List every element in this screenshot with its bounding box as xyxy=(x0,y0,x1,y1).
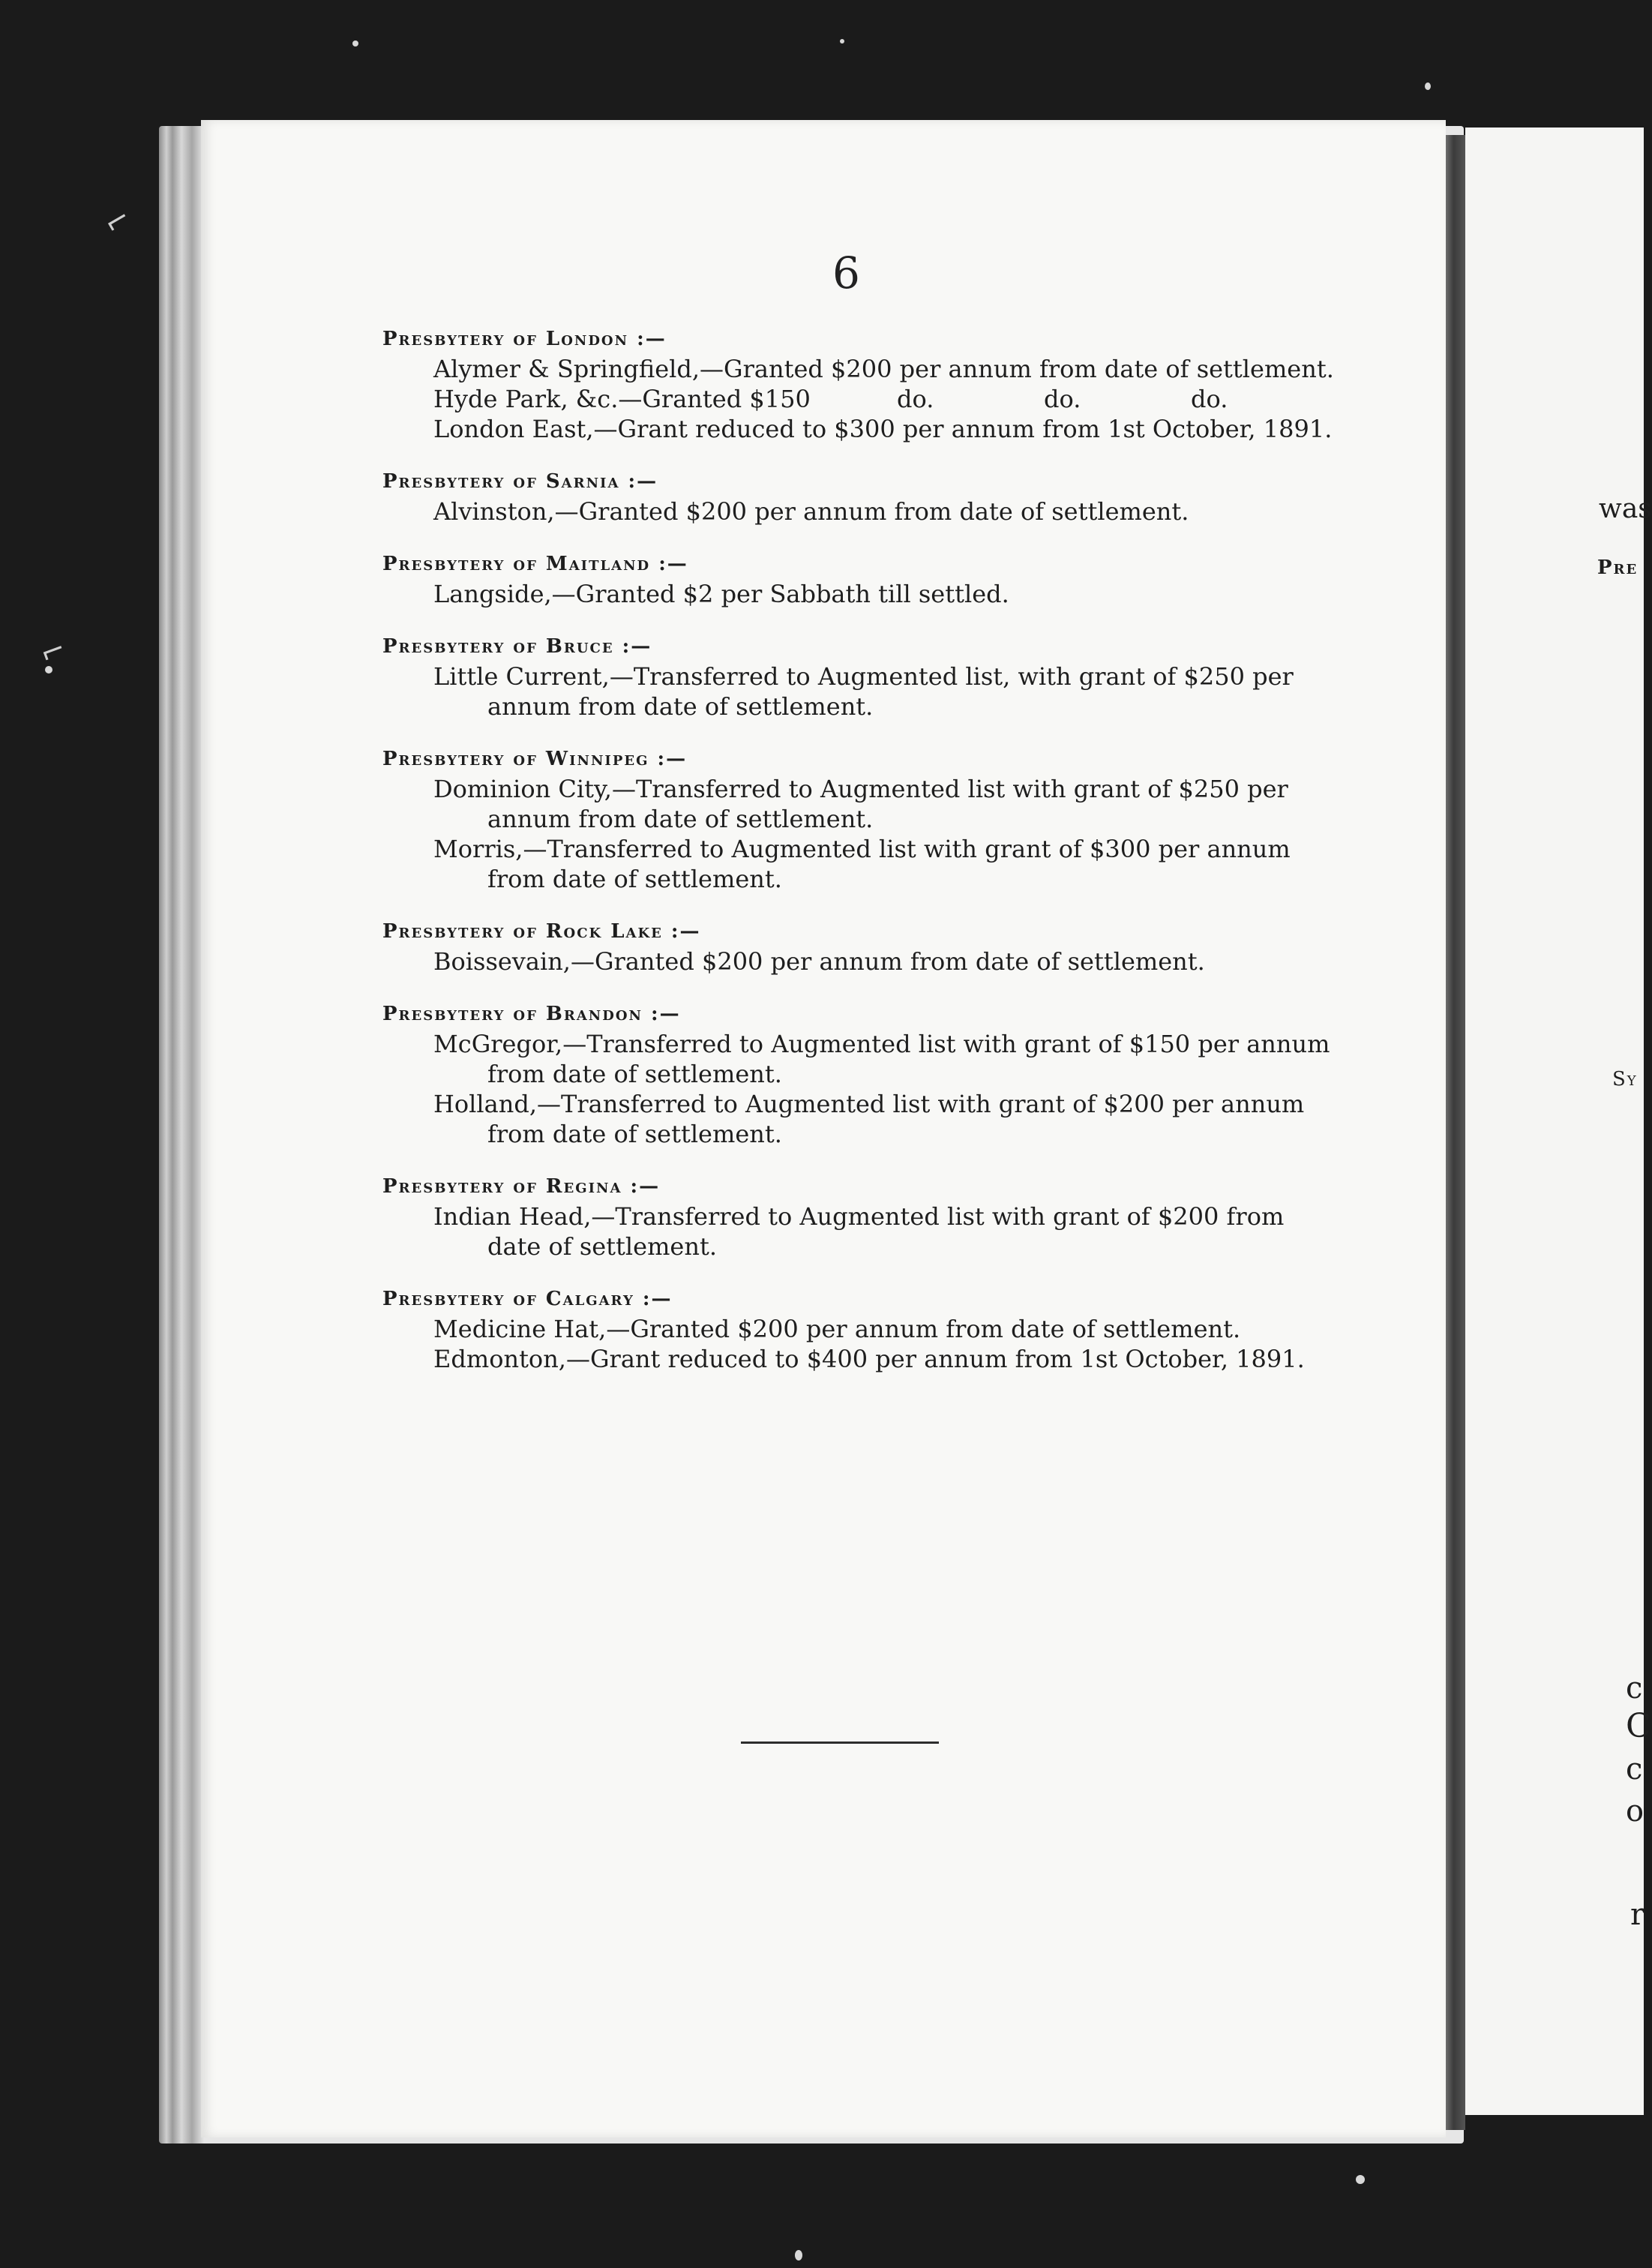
dust-speck xyxy=(840,39,844,44)
grant-entry: Boissevain,—Granted $200 per annum from date of settlement. xyxy=(433,947,1205,976)
grant-entry: Indian Head,—Transferred to Augmented list with grant of $200 from date of settlement. xyxy=(433,1202,1285,1261)
presbytery-section xyxy=(378,744,1338,894)
presbytery-section xyxy=(378,632,1338,722)
grant-entry: Holland,—Transferred to Augmented list with grant of $200 per annum from date of settlement. xyxy=(433,1090,1305,1148)
facing-page-fragment: was xyxy=(1599,494,1652,524)
ditto-mark: do. xyxy=(1191,385,1228,413)
page-number: 6 xyxy=(832,248,860,298)
presbytery-heading: Presbytery of Winnipeg :— xyxy=(382,748,688,770)
grant-entry: Alymer & Springfield,—Granted $200 per annum from date of settlement. xyxy=(433,355,1334,383)
dust-speck xyxy=(352,40,358,46)
facing-page-fragment: Sy xyxy=(1612,1068,1638,1090)
facing-page-fragment: Pre xyxy=(1597,556,1639,579)
presbytery-section xyxy=(378,999,1338,1149)
ditto-mark: do. xyxy=(897,385,934,413)
dust-speck xyxy=(1425,82,1431,90)
presbytery-heading: Presbytery of London :— xyxy=(382,328,667,350)
presbytery-section xyxy=(378,916,1338,976)
facing-page-fragment: o xyxy=(1626,1794,1645,1828)
presbytery-section xyxy=(378,549,1338,609)
facing-page-fragment: C xyxy=(1626,1707,1651,1745)
ditto-mark: do. xyxy=(1044,385,1081,413)
presbytery-heading: Presbytery of Brandon :— xyxy=(382,1003,681,1025)
facing-page xyxy=(1465,128,1644,2115)
presbytery-heading: Presbytery of Maitland :— xyxy=(382,553,688,575)
facing-page-fragment: r xyxy=(1630,1898,1645,1932)
grant-entry: Langside,—Granted $2 per Sabbath till settled. xyxy=(433,580,1009,608)
presbytery-section xyxy=(378,1284,1338,1374)
presbytery-heading: Presbytery of Calgary :— xyxy=(382,1288,673,1310)
end-rule xyxy=(741,1742,939,1744)
grant-entry: Alvinston,—Granted $200 per annum from date of settlement. xyxy=(433,497,1189,526)
grant-entry: Morris,—Transferred to Augmented list with grant of $300 per annum from date of settlement. xyxy=(433,835,1291,893)
grant-entry: Medicine Hat,—Granted $200 per annum from date of settlement. xyxy=(433,1315,1241,1343)
presbytery-section xyxy=(378,466,1338,526)
book-gutter xyxy=(1446,135,1465,2130)
presbytery-heading: Presbytery of Sarnia :— xyxy=(382,470,658,493)
presbytery-heading: Presbytery of Regina :— xyxy=(382,1175,661,1198)
grant-entry-lead: Hyde Park, &c.—Granted $150 xyxy=(433,385,811,413)
grant-entry: London East,—Grant reduced to $300 per annum from 1st October, 1891. xyxy=(433,415,1333,443)
grant-entry: McGregor,—Transferred to Augmented list with grant of $150 per annum from date of settlement. xyxy=(433,1030,1330,1088)
scratch-mark: ⌐ xyxy=(35,631,71,673)
grant-entry: Little Current,—Transferred to Augmented list, with grant of $250 per annum from date of settlement. xyxy=(433,662,1294,721)
presbytery-section xyxy=(378,324,1338,444)
presbytery-section xyxy=(378,1172,1338,1262)
grant-entry: Dominion City,—Transferred to Augmented list with grant of $250 per annum from date of settlement. xyxy=(433,775,1288,833)
presbytery-list xyxy=(378,324,1338,1396)
grant-entry xyxy=(378,384,1338,414)
grant-entry: Edmonton,—Grant reduced to $400 per annum from 1st October, 1891. xyxy=(433,1345,1305,1373)
dust-speck xyxy=(795,2250,802,2260)
presbytery-heading: Presbytery of Rock Lake :— xyxy=(382,920,701,943)
scratch-mark: ⌐ xyxy=(97,200,137,243)
presbytery-heading: Presbytery of Bruce :— xyxy=(382,635,652,658)
facing-page-fragment: c xyxy=(1626,1752,1643,1786)
facing-page-fragment: c xyxy=(1626,1671,1643,1706)
dust-speck xyxy=(1356,2175,1365,2184)
